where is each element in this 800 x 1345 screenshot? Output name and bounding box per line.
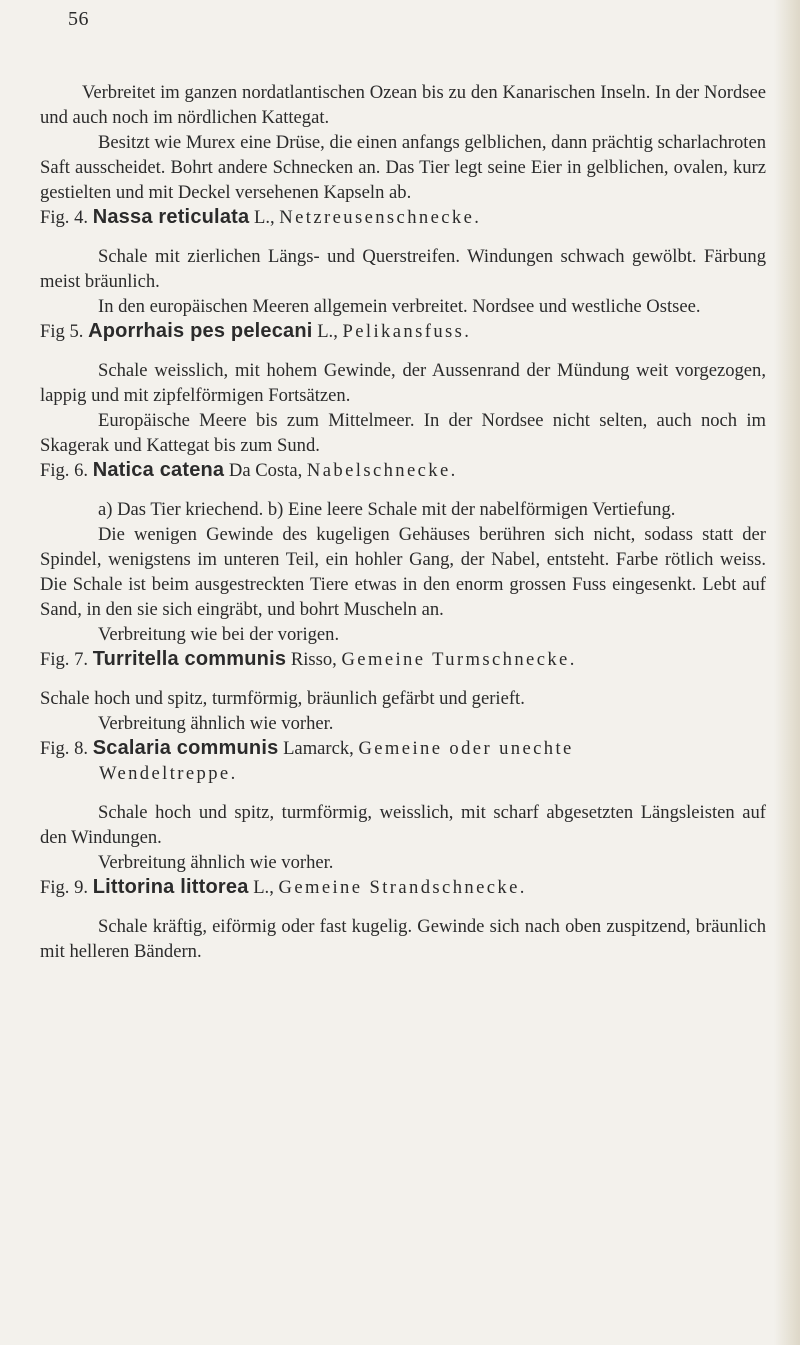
entry-paragraph: Die wenigen Gewinde des kugeligen Gehäuses berühren sich nicht, sodass statt der Spindel, wenigstens im unteren Teil, ein hohler Gang, der Nabel, entsteht. Farbe rötlich weiss. Die Schale ist beim ausgestreckten Tiere etwas in den enorm grossen Fuss eingesenkt. Lebt auf Sand, in den sie sich eingräbt, und bohrt Muscheln an.	[40, 524, 766, 620]
entry-paragraph: Schale kräftig, eiförmig oder fast kugelig. Gewinde sich nach oben zuspitzend, bräunlich mit helleren Bändern.	[40, 916, 766, 962]
species-name: Natica catena	[92, 459, 225, 481]
fig-number: Fig. 4.	[40, 207, 89, 228]
entry-paragraph: Schale mit zierlichen Längs- und Querstreifen. Windungen schwach gewölbt. Färbung meist bräunlich.	[40, 246, 766, 292]
species-name: Turritella communis	[92, 648, 287, 670]
entry-paragraph: a) Das Tier kriechend. b) Eine leere Schale mit der nabelförmigen Vertiefung.	[98, 499, 676, 520]
fig-number: Fig 5.	[40, 321, 84, 342]
species-name: Littorina littorea	[92, 876, 249, 898]
species-name: Nassa reticulata	[92, 206, 250, 228]
author: Risso,	[290, 649, 337, 670]
author: L.,	[317, 321, 338, 342]
fig-number: Fig. 9.	[40, 877, 89, 898]
entry-heading-fig4	[40, 205, 766, 230]
entry-heading-continuation	[40, 761, 766, 786]
entry-heading-fig5	[40, 319, 766, 344]
entry-heading-fig8	[40, 736, 766, 761]
author: L.,	[253, 207, 275, 228]
entry-paragraph: Europäische Meere bis zum Mittelmeer. In der Nordsee nicht selten, auch noch im Skagerak und Kattegat bis zum Sund.	[40, 410, 766, 456]
entry-paragraph: In den europäischen Meeren allgemein verbreitet. Nordsee und westliche Ostsee.	[98, 296, 701, 317]
common-name: Pelikansfuss.	[342, 321, 472, 342]
page-text	[40, 80, 766, 964]
entry-paragraph: Verbreitung wie bei der vorigen.	[98, 624, 340, 645]
entry-heading-fig7	[40, 647, 766, 672]
entry-paragraph: Schale weisslich, mit hohem Gewinde, der Aussenrand der Mündung weit vorgezogen, lappig und mit zipfelförmigen Fortsätzen.	[40, 360, 766, 406]
page-number: 56	[68, 8, 89, 30]
common-name: Nabelschnecke.	[306, 460, 458, 481]
common-name: Gemeine oder unechte	[358, 738, 574, 759]
species-name: Aporrhais pes pelecani	[88, 320, 313, 342]
species-name: Scalaria communis	[92, 737, 279, 759]
entry-paragraph: Schale hoch und spitz, turmförmig, bräunlich gefärbt und gerieft.	[40, 688, 525, 709]
common-name-continued: Wendeltreppe.	[99, 763, 238, 784]
author: L.,	[253, 877, 274, 898]
common-name: Gemeine Turmschnecke.	[341, 649, 577, 670]
fig-number: Fig. 7.	[40, 649, 89, 670]
entry-paragraph: Schale hoch und spitz, turmförmig, weisslich, mit scharf abgesetzten Längsleisten auf den Windungen.	[40, 802, 766, 848]
page-edge-shadow	[774, 0, 800, 1345]
entry-paragraph: Verbreitung ähnlich wie vorher.	[98, 852, 334, 873]
entry-heading-fig9	[40, 875, 766, 900]
intro-paragraph-2: Besitzt wie Murex eine Drüse, die einen anfangs gelblichen, dann prächtig scharlachroten Saft ausscheidet. Bohrt andere Schnecken an. Das Tier legt seine Eier in gelblichen, ovalen, kurz gestielten und mit Deckel versehenen Kapseln ab.	[40, 132, 766, 203]
fig-number: Fig. 6.	[40, 460, 89, 481]
intro-paragraph-1: Verbreitet im ganzen nordatlantischen Ozean bis zu den Kanarischen Inseln. In der Nordsee und auch noch im nördlichen Kattegat.	[40, 82, 766, 128]
common-name: Gemeine Strandschnecke.	[278, 877, 527, 898]
entry-heading-fig6	[40, 458, 766, 483]
entry-paragraph: Verbreitung ähnlich wie vorher.	[98, 713, 334, 734]
fig-number: Fig. 8.	[40, 738, 89, 759]
author: Da Costa,	[228, 460, 303, 481]
author: Lamarck,	[283, 738, 354, 759]
common-name: Netzreusenschnecke.	[279, 207, 482, 228]
